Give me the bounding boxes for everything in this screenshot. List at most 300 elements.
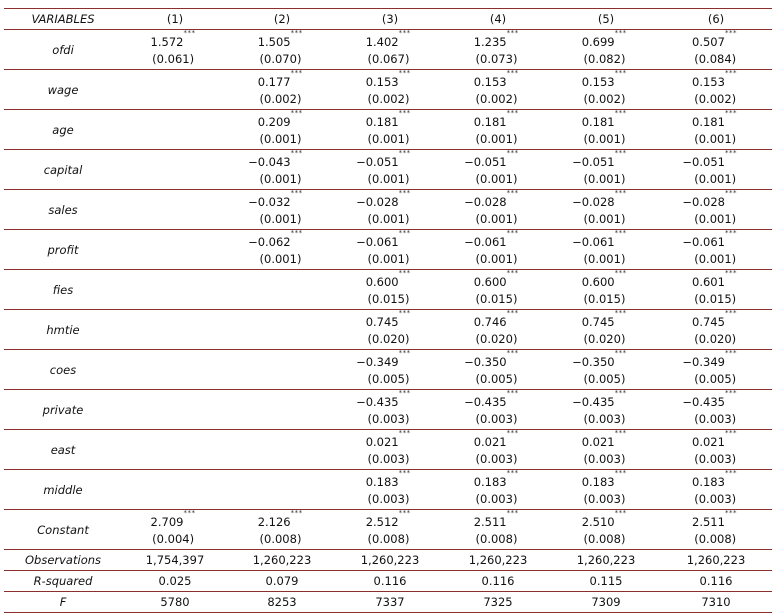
- significance-stars: ***: [290, 229, 303, 237]
- coef-cell: [552, 510, 660, 549]
- coefficient: −0.061: [464, 235, 507, 249]
- coef-cell: [660, 150, 772, 189]
- standard-error: (0.020): [367, 332, 410, 346]
- table-cell: [336, 230, 444, 270]
- table-row: [4, 390, 772, 430]
- standard-error: (0.015): [694, 292, 737, 306]
- standard-error: (0.003): [475, 452, 518, 466]
- coef-cell: [336, 270, 444, 309]
- table-cell: [660, 310, 772, 350]
- coef-cell: [444, 30, 552, 69]
- table-cell: [660, 350, 772, 390]
- coef-cell: [336, 190, 444, 229]
- stat-value: 7325: [483, 595, 513, 609]
- coefficient: −0.028: [682, 195, 725, 209]
- coef-cell: [552, 110, 660, 149]
- coefficient: 1.235: [473, 35, 507, 49]
- significance-stars: ***: [398, 349, 411, 357]
- variable-name: profit: [47, 242, 79, 257]
- stat-value: 0.025: [158, 574, 192, 588]
- table-cell: [444, 270, 552, 310]
- coef-cell: [228, 110, 336, 149]
- table-cell: [228, 190, 336, 230]
- standard-error: (0.001): [583, 172, 626, 186]
- standard-error: (0.084): [694, 52, 737, 66]
- stat-label: Observations: [24, 553, 102, 567]
- table-row: [4, 350, 772, 390]
- coef-cell: [336, 310, 444, 349]
- variable-name: fies: [52, 282, 74, 297]
- stat-row: [4, 550, 772, 571]
- table-cell: [228, 510, 336, 550]
- coefficient: 2.511: [692, 515, 725, 529]
- table-cell: [336, 350, 444, 390]
- coefficient: −0.435: [356, 395, 399, 409]
- standard-error: (0.020): [475, 332, 518, 346]
- significance-stars: ***: [614, 189, 627, 197]
- coefficient: 0.153: [365, 75, 399, 89]
- coefficient: 0.183: [692, 475, 725, 489]
- significance-stars: ***: [614, 309, 627, 317]
- standard-error: (0.003): [367, 412, 410, 426]
- coef-cell: [552, 230, 660, 269]
- significance-stars: ***: [724, 189, 737, 197]
- table-cell: [444, 70, 552, 110]
- table-cell: [122, 30, 228, 70]
- coefficient: 0.183: [473, 475, 507, 489]
- coefficient: 0.745: [365, 315, 399, 329]
- standard-error: (0.008): [259, 532, 302, 546]
- significance-stars: ***: [614, 429, 627, 437]
- standard-error: (0.002): [694, 92, 737, 106]
- table-cell: [228, 470, 336, 510]
- table-cell: [444, 150, 552, 190]
- coef-cell: [552, 470, 660, 509]
- standard-error: (0.001): [259, 252, 302, 266]
- coef-cell: [660, 270, 772, 309]
- coefficient: 0.181: [473, 115, 507, 129]
- coefficient: −0.032: [248, 195, 291, 209]
- header-col-5: (5): [597, 12, 615, 26]
- stat-value: 5780: [160, 595, 190, 609]
- standard-error: (0.001): [475, 252, 518, 266]
- coefficient: 0.021: [473, 435, 507, 449]
- coef-cell: [660, 510, 772, 549]
- table-cell: [552, 310, 660, 350]
- header-col-4: (4): [489, 12, 507, 26]
- significance-stars: ***: [614, 29, 627, 37]
- table-row: [4, 310, 772, 350]
- coef-cell: [660, 70, 772, 109]
- stat-value: 0.116: [373, 574, 407, 588]
- significance-stars: ***: [724, 469, 737, 477]
- table-cell: [552, 390, 660, 430]
- significance-stars: ***: [506, 269, 519, 277]
- table-cell: [660, 270, 772, 310]
- significance-stars: ***: [724, 389, 737, 397]
- standard-error: (0.003): [583, 452, 626, 466]
- table-cell: [228, 30, 336, 70]
- table-cell: [122, 70, 228, 110]
- coefficient: 0.209: [257, 115, 291, 129]
- standard-error: (0.008): [583, 532, 626, 546]
- significance-stars: ***: [724, 29, 737, 37]
- coef-cell: [444, 110, 552, 149]
- standard-error: (0.001): [475, 212, 518, 226]
- table-cell: [660, 430, 772, 470]
- coefficient: 1.572: [150, 35, 184, 49]
- table-cell: [552, 110, 660, 150]
- variable-name: ofdi: [52, 42, 74, 57]
- table-cell: [444, 470, 552, 510]
- coefficient: 0.600: [365, 275, 399, 289]
- table-cell: [660, 510, 772, 550]
- significance-stars: ***: [724, 229, 737, 237]
- stat-value: 1,260,223: [576, 553, 636, 567]
- table-cell: [122, 470, 228, 510]
- coefficient: −0.028: [464, 195, 507, 209]
- significance-stars: ***: [506, 349, 519, 357]
- coefficient: 0.181: [365, 115, 399, 129]
- table-cell: [444, 390, 552, 430]
- significance-stars: ***: [506, 109, 519, 117]
- standard-error: (0.003): [583, 492, 626, 506]
- coef-cell: [444, 430, 552, 469]
- table-row: [4, 430, 772, 470]
- coef-cell: [336, 110, 444, 149]
- significance-stars: ***: [724, 429, 737, 437]
- significance-stars: ***: [398, 389, 411, 397]
- coefficient: 0.600: [581, 275, 615, 289]
- significance-stars: ***: [614, 349, 627, 357]
- table-cell: [444, 430, 552, 470]
- table-cell: [122, 150, 228, 190]
- significance-stars: ***: [506, 149, 519, 157]
- table-cell: [336, 510, 444, 550]
- standard-error: (0.003): [694, 492, 737, 506]
- coefficient: 0.153: [473, 75, 507, 89]
- standard-error: (0.005): [694, 372, 737, 386]
- table-cell: [444, 230, 552, 270]
- table-row: [4, 110, 772, 150]
- coefficient: 0.601: [692, 275, 725, 289]
- table-cell: [228, 390, 336, 430]
- standard-error: (0.002): [475, 92, 518, 106]
- coefficient: 1.505: [257, 35, 291, 49]
- significance-stars: ***: [290, 509, 303, 517]
- significance-stars: ***: [614, 69, 627, 77]
- coefficient: −0.435: [464, 395, 507, 409]
- table-cell: [228, 230, 336, 270]
- coefficient: 0.699: [581, 35, 615, 49]
- table-cell: [660, 30, 772, 70]
- significance-stars: ***: [398, 509, 411, 517]
- header-col-2: (2): [273, 12, 291, 26]
- table-cell: [444, 30, 552, 70]
- table-cell: [444, 110, 552, 150]
- table-cell: [336, 30, 444, 70]
- coef-cell: [336, 510, 444, 549]
- standard-error: (0.001): [694, 212, 737, 226]
- table-cell: [552, 470, 660, 510]
- coef-cell: [552, 390, 660, 429]
- significance-stars: ***: [724, 509, 737, 517]
- coef-cell: [228, 190, 336, 229]
- coefficient: 2.126: [257, 515, 291, 529]
- standard-error: (0.004): [152, 532, 195, 546]
- coefficient: 0.507: [692, 35, 725, 49]
- coef-cell: [228, 30, 336, 69]
- stat-value: 1,260,223: [468, 553, 528, 567]
- table-cell: [552, 230, 660, 270]
- table-cell: [444, 190, 552, 230]
- table-row: [4, 230, 772, 270]
- significance-stars: ***: [398, 69, 411, 77]
- coef-cell: [444, 230, 552, 269]
- table-cell: [228, 70, 336, 110]
- table-row: [4, 70, 772, 110]
- standard-error: (0.015): [583, 292, 626, 306]
- coefficient: 2.511: [473, 515, 507, 529]
- coefficient: −0.061: [356, 235, 399, 249]
- standard-error: (0.003): [367, 492, 410, 506]
- coefficient: −0.051: [464, 155, 507, 169]
- stat-row: [4, 571, 772, 592]
- coef-cell: [660, 190, 772, 229]
- standard-error: (0.002): [259, 92, 302, 106]
- stat-value: 1,260,223: [686, 553, 746, 567]
- table-cell: [660, 230, 772, 270]
- variable-name: east: [50, 442, 76, 457]
- table-cell: [336, 470, 444, 510]
- variable-name: private: [42, 402, 84, 417]
- standard-error: (0.003): [475, 412, 518, 426]
- coef-cell: [660, 470, 772, 509]
- stat-value: 8253: [267, 595, 297, 609]
- table-cell: [336, 390, 444, 430]
- coef-cell: [660, 390, 772, 429]
- standard-error: (0.001): [259, 132, 302, 146]
- coef-cell: [444, 510, 552, 549]
- significance-stars: ***: [506, 69, 519, 77]
- coef-cell: [552, 310, 660, 349]
- standard-error: (0.015): [475, 292, 518, 306]
- coef-cell: [444, 190, 552, 229]
- significance-stars: ***: [614, 509, 627, 517]
- coefficient: −0.435: [572, 395, 615, 409]
- table-cell: [122, 350, 228, 390]
- coef-cell: [444, 350, 552, 389]
- standard-error: (0.082): [583, 52, 626, 66]
- standard-error: (0.003): [694, 452, 737, 466]
- significance-stars: ***: [290, 29, 303, 37]
- coefficient: −0.028: [356, 195, 399, 209]
- coefficient: −0.435: [682, 395, 725, 409]
- table-cell: [444, 510, 552, 550]
- coef-cell: [122, 510, 228, 549]
- stat-value: 1,260,223: [360, 553, 420, 567]
- table-cell: [228, 270, 336, 310]
- table-cell: [552, 510, 660, 550]
- table-cell: [228, 310, 336, 350]
- significance-stars: ***: [614, 229, 627, 237]
- coef-cell: [228, 230, 336, 269]
- coef-cell: [444, 470, 552, 509]
- significance-stars: ***: [614, 149, 627, 157]
- coefficient: −0.061: [572, 235, 615, 249]
- standard-error: (0.008): [694, 532, 737, 546]
- coef-cell: [552, 30, 660, 69]
- coef-cell: [660, 30, 772, 69]
- standard-error: (0.001): [259, 212, 302, 226]
- coefficient: 0.746: [473, 315, 507, 329]
- standard-error: (0.002): [583, 92, 626, 106]
- table-cell: [660, 150, 772, 190]
- table-cell: [552, 270, 660, 310]
- coefficient: −0.062: [248, 235, 291, 249]
- table-row: [4, 150, 772, 190]
- coefficient: 0.153: [581, 75, 615, 89]
- standard-error: (0.020): [694, 332, 737, 346]
- coef-cell: [444, 310, 552, 349]
- standard-error: (0.001): [259, 172, 302, 186]
- coef-cell: [336, 390, 444, 429]
- coefficient: 0.153: [692, 75, 725, 89]
- standard-error: (0.003): [475, 492, 518, 506]
- coef-cell: [444, 270, 552, 309]
- significance-stars: ***: [398, 149, 411, 157]
- significance-stars: ***: [614, 389, 627, 397]
- coefficient: 0.021: [692, 435, 725, 449]
- significance-stars: ***: [290, 109, 303, 117]
- header-col-6: (6): [707, 12, 725, 26]
- significance-stars: ***: [398, 429, 411, 437]
- significance-stars: ***: [398, 469, 411, 477]
- table-cell: [552, 350, 660, 390]
- table-cell: [660, 70, 772, 110]
- coef-cell: [444, 390, 552, 429]
- coefficient: 1.402: [365, 35, 399, 49]
- coefficient: 0.745: [581, 315, 615, 329]
- standard-error: (0.070): [259, 52, 302, 66]
- coef-cell: [660, 310, 772, 349]
- coef-cell: [228, 70, 336, 109]
- variable-name: Constant: [37, 522, 89, 537]
- coef-cell: [336, 230, 444, 269]
- significance-stars: ***: [290, 149, 303, 157]
- coefficient: 0.177: [257, 75, 291, 89]
- standard-error: (0.001): [583, 132, 626, 146]
- table-cell: [660, 470, 772, 510]
- standard-error: (0.001): [694, 252, 737, 266]
- coefficient: −0.349: [682, 355, 725, 369]
- coef-cell: [336, 150, 444, 189]
- table-cell: [122, 270, 228, 310]
- header-variables: VARIABLES: [31, 12, 95, 26]
- variable-name: sales: [48, 202, 78, 217]
- stat-label: R-squared: [33, 574, 93, 588]
- coefficient: −0.051: [356, 155, 399, 169]
- standard-error: (0.002): [367, 92, 410, 106]
- stat-value: 1,754,397: [145, 553, 205, 567]
- standard-error: (0.001): [367, 172, 410, 186]
- significance-stars: ***: [506, 29, 519, 37]
- table-cell: [228, 350, 336, 390]
- standard-error: (0.001): [583, 212, 626, 226]
- table-row: [4, 190, 772, 230]
- standard-error: (0.001): [367, 252, 410, 266]
- coefficient: 0.600: [473, 275, 507, 289]
- significance-stars: ***: [398, 189, 411, 197]
- table-cell: [552, 430, 660, 470]
- header-row: [4, 9, 772, 30]
- table-cell: [552, 190, 660, 230]
- stat-value: 1,260,223: [252, 553, 312, 567]
- standard-error: (0.005): [367, 372, 410, 386]
- table-row: [4, 30, 772, 70]
- standard-error: (0.061): [152, 52, 195, 66]
- significance-stars: ***: [398, 269, 411, 277]
- coef-cell: [336, 350, 444, 389]
- table-cell: [336, 270, 444, 310]
- standard-error: (0.001): [694, 132, 737, 146]
- standard-error: (0.003): [694, 412, 737, 426]
- table-cell: [228, 150, 336, 190]
- coef-cell: [660, 350, 772, 389]
- coef-cell: [228, 510, 336, 549]
- standard-error: (0.001): [694, 172, 737, 186]
- coefficient: 2.510: [581, 515, 615, 529]
- coef-cell: [552, 350, 660, 389]
- significance-stars: ***: [290, 189, 303, 197]
- significance-stars: ***: [724, 109, 737, 117]
- coef-cell: [444, 150, 552, 189]
- stat-value: 0.079: [265, 574, 299, 588]
- stat-value: 7337: [375, 595, 405, 609]
- coefficient: 0.181: [692, 115, 725, 129]
- standard-error: (0.073): [475, 52, 518, 66]
- table-cell: [660, 390, 772, 430]
- table-row: [4, 470, 772, 510]
- standard-error: (0.020): [583, 332, 626, 346]
- table-cell: [228, 110, 336, 150]
- standard-error: (0.008): [475, 532, 518, 546]
- variable-name: age: [52, 122, 74, 137]
- significance-stars: ***: [506, 429, 519, 437]
- coefficient: 0.183: [581, 475, 615, 489]
- coefficient: −0.051: [572, 155, 615, 169]
- coefficient: −0.051: [682, 155, 725, 169]
- table-cell: [660, 190, 772, 230]
- coef-cell: [336, 470, 444, 509]
- significance-stars: ***: [614, 469, 627, 477]
- stat-value: 7310: [701, 595, 731, 609]
- table-cell: [336, 110, 444, 150]
- table-cell: [336, 310, 444, 350]
- variable-name: hmtie: [46, 322, 80, 337]
- variable-name: capital: [43, 162, 83, 177]
- table-cell: [552, 70, 660, 110]
- table-cell: [336, 70, 444, 110]
- significance-stars: ***: [724, 349, 737, 357]
- coef-cell: [336, 430, 444, 469]
- significance-stars: ***: [724, 269, 737, 277]
- header-col-3: (3): [381, 12, 399, 26]
- coefficient: 0.183: [365, 475, 399, 489]
- table-cell: [122, 430, 228, 470]
- significance-stars: ***: [724, 309, 737, 317]
- significance-stars: ***: [614, 269, 627, 277]
